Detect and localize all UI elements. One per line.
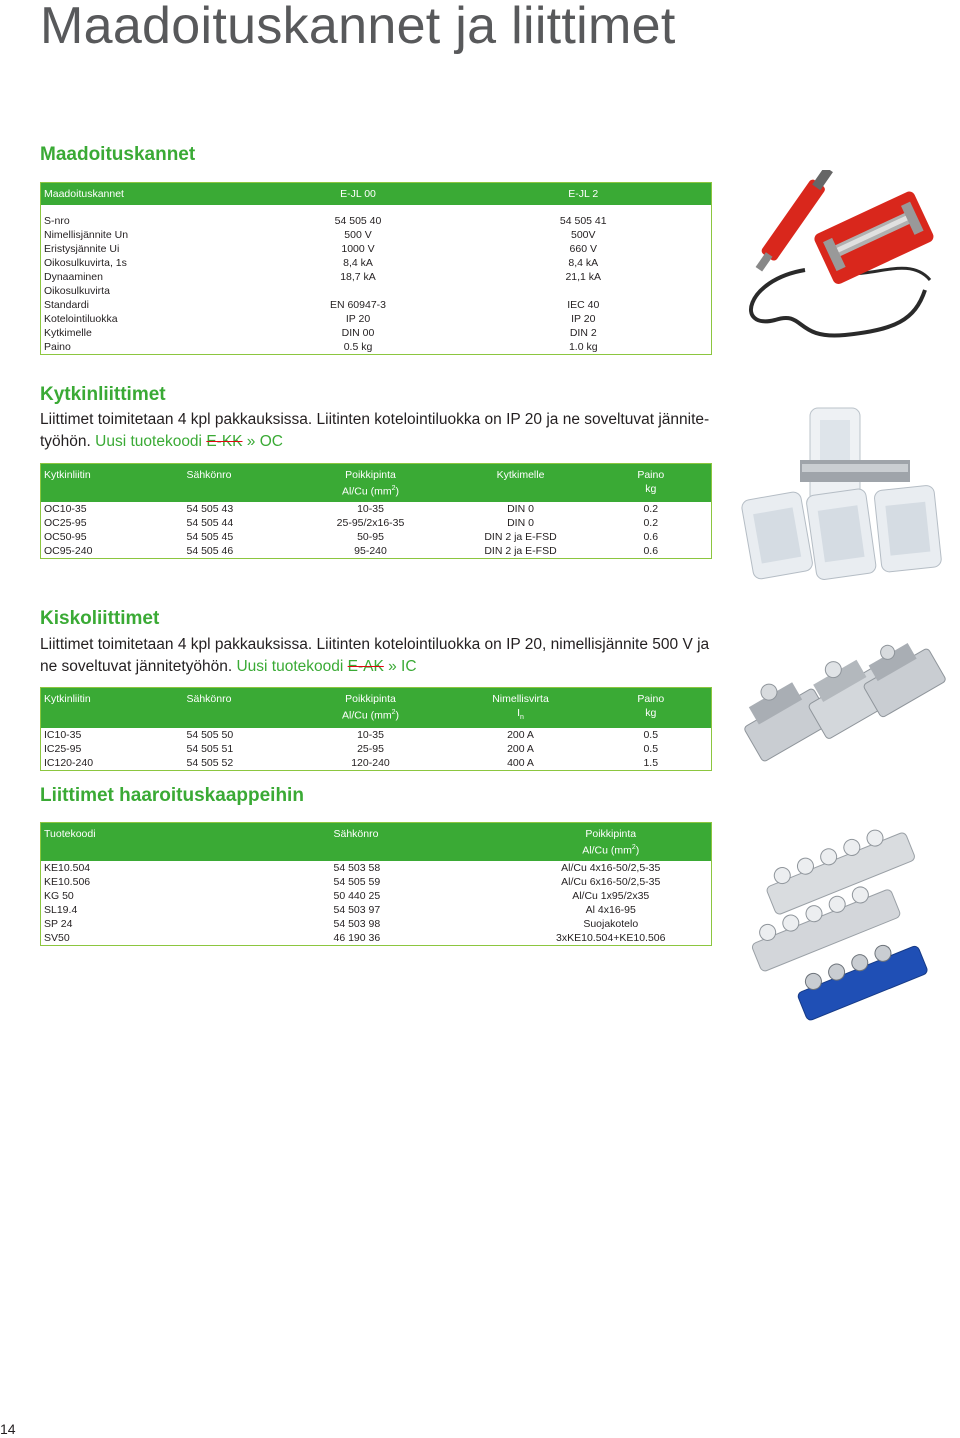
- new-code-label: Uusi tuotekoodi: [236, 658, 348, 675]
- code-arrow: »: [383, 658, 402, 675]
- column-header: Paino kg: [591, 464, 712, 502]
- table-header: [41, 688, 712, 729]
- column-header: Kytkimelle: [451, 464, 591, 502]
- table-row: [41, 742, 712, 756]
- old-product-code: E-KK: [206, 433, 243, 450]
- table-header: [41, 464, 712, 502]
- new-product-code: IC: [401, 658, 417, 675]
- table-row: [41, 889, 712, 903]
- table-cell: 21,1 kA: [565, 271, 602, 283]
- table-cell: 500 V: [344, 229, 372, 241]
- table-cell: 54 505 50: [186, 729, 234, 742]
- table-cell: 10-35: [357, 729, 384, 742]
- table-cell: 46 190 36: [333, 931, 381, 944]
- table-row: [41, 284, 712, 298]
- column-header: E-JL 2: [456, 183, 712, 206]
- page-title: Maadoituskannet ja liittimet: [40, 0, 676, 55]
- table-cell: 54 505 52: [186, 757, 234, 770]
- table-kiskoliittimet: [40, 687, 712, 771]
- table-cell: 200 A: [507, 729, 534, 742]
- table-cell: 54 503 97: [333, 903, 381, 916]
- table-row: [41, 544, 712, 559]
- table-cell: 1.0 kg: [568, 341, 598, 353]
- table-row: [41, 917, 712, 931]
- table-cell: 54 505 45: [186, 530, 234, 543]
- table-cell: [261, 284, 456, 298]
- table-cell: 10-35: [357, 502, 384, 515]
- table-row: [41, 861, 712, 875]
- intro-text: Liittimet toimitetaan 4 kpl pakkauksissa. Liitinten kotelointiluokka on IP 20 ja ne soveltuvat jännite-työhön.: [40, 411, 710, 450]
- column-header: Nimellisvirta $I_n$: [451, 688, 591, 729]
- table-cell: 54 505 40: [334, 215, 382, 227]
- table-cell: IC25-95: [44, 743, 82, 756]
- table-header: [41, 823, 712, 861]
- table-row: [41, 340, 712, 355]
- column-header: Sähkönro: [171, 464, 291, 502]
- table-kytkinliittimet: [40, 463, 712, 559]
- table-cell: Al/Cu 1x95/2x35: [572, 889, 650, 902]
- table-cell: 8,4 kA: [343, 257, 373, 269]
- table-row: [41, 728, 712, 742]
- column-header: Kytkinliitin: [41, 688, 171, 729]
- table-cell: DIN 2 ja E-FSD: [484, 544, 557, 557]
- table-cell: 0.2: [643, 516, 659, 529]
- table-cell: SP 24: [44, 917, 73, 930]
- table-cell: DIN 2 ja E-FSD: [484, 530, 557, 543]
- table-cell: 200 A: [507, 743, 534, 756]
- column-header: Sähkönro: [331, 823, 511, 861]
- table-row: [41, 756, 712, 771]
- table-row: [41, 256, 712, 270]
- table-cell: 0.5 kg: [343, 341, 373, 353]
- table-cell: 54 503 58: [333, 861, 381, 874]
- column-header: Kytkinliitin: [41, 464, 171, 502]
- table-cell: 54 505 41: [559, 215, 607, 227]
- table-cell: Suojakotelo: [583, 917, 639, 930]
- table-cell: 0.5: [643, 729, 659, 742]
- table-cell: 120-240: [351, 757, 390, 770]
- table-cell: KE10.506: [44, 875, 91, 888]
- table-row: [41, 931, 712, 946]
- table-cell: Oikosulkuvirta, 1s: [44, 257, 127, 269]
- table-cell: Al 4x16-95: [585, 903, 636, 916]
- table-cell: 400 A: [507, 757, 534, 770]
- table-cell: 18,7 kA: [340, 271, 376, 283]
- table-cell: KG 50: [44, 889, 74, 902]
- table-cell: Oikosulkuvirta: [44, 285, 110, 297]
- new-product-code: OC: [259, 433, 283, 450]
- table-cell: IP 20: [345, 313, 371, 325]
- table-cell: 0.6: [643, 530, 659, 543]
- table-cell: 0.5: [643, 743, 659, 756]
- table-cell: 3xKE10.504+KE10.506: [556, 931, 666, 944]
- section-intro-kiskoliittimet: [40, 634, 720, 678]
- page-number: 14: [0, 1421, 16, 1437]
- table-cell: 1.5: [643, 757, 659, 770]
- table-cell: Eristysjännite Ui: [44, 243, 120, 255]
- column-header: Sähkönro: [171, 688, 291, 729]
- table-row: [41, 530, 712, 544]
- column-header: Poikkipinta Al/Cu $(mm^2)$: [291, 464, 451, 502]
- table-cell: 500V: [570, 229, 596, 241]
- column-header: Tuotekoodi: [41, 823, 331, 861]
- branch-connectors-photo: [728, 820, 950, 1030]
- table-cell: 25-95: [357, 743, 384, 756]
- table-cell: IC120-240: [44, 757, 94, 770]
- table-cell: S-nro: [44, 215, 70, 227]
- table-cell: 0.6: [643, 544, 659, 557]
- table-cell: KE10.504: [44, 861, 91, 874]
- table-cell: IP 20: [571, 313, 596, 325]
- table-row: [41, 903, 712, 917]
- table-row: [41, 228, 712, 242]
- column-header: Maadoituskannet: [41, 183, 261, 206]
- section-title-maadoituskannet: Maadoituskannet: [40, 144, 196, 165]
- table-cell: Kytkimelle: [44, 327, 92, 339]
- table-cell: Kotelointiluokka: [44, 313, 118, 325]
- table-row: [41, 326, 712, 340]
- table-cell: IEC 40: [567, 299, 600, 311]
- table-cell: 95-240: [354, 544, 387, 557]
- table-cell: OC50-95: [44, 530, 87, 543]
- table-cell: 54 505 51: [186, 743, 234, 756]
- table-cell: 0.2: [643, 502, 659, 515]
- table-cell: Al/Cu 4x16-50/2,5-35: [561, 861, 661, 874]
- table-row: [41, 502, 712, 516]
- table-cell: 50-95: [357, 530, 384, 543]
- code-arrow: »: [242, 433, 260, 450]
- table-row: [41, 214, 712, 228]
- table-cell: 660 V: [569, 243, 597, 255]
- table-cell: EN 60947-3: [329, 299, 387, 311]
- column-header: E-JL 00: [261, 183, 456, 206]
- table-cell: 54 505 46: [186, 544, 234, 557]
- table-cell: Standardi: [44, 299, 89, 311]
- table-cell: 1000 V: [341, 243, 375, 255]
- table-cell: OC25-95: [44, 516, 87, 529]
- table-cell: Al/Cu 6x16-50/2,5-35: [561, 875, 661, 888]
- intro-text: Liittimet toimitetaan 4 kpl pakkauksissa. Liitinten kotelointiluokka on IP 20, nimellisjännite 500 V ja ne soveltuvat jännitetyöhön.: [40, 636, 710, 675]
- table-cell: Paino: [44, 341, 71, 353]
- table-cell: Nimellisjännite Un: [44, 229, 129, 241]
- table-row: [41, 270, 712, 284]
- column-header: Poikkipinta Al/Cu $(mm^2)$: [291, 688, 451, 729]
- old-product-code: E-AK: [347, 658, 384, 675]
- table-cell: 8,4 kA: [568, 257, 599, 269]
- column-header: Paino kg: [591, 688, 712, 729]
- table-cell: DIN 0: [507, 502, 534, 515]
- table-cell: DIN 00: [341, 327, 375, 339]
- table-cell: [456, 284, 712, 298]
- table-cell: Dynaaminen: [44, 271, 103, 283]
- section-intro-kytkinliittimet: [40, 409, 720, 453]
- table-row: [41, 312, 712, 326]
- switch-connectors-photo: [740, 400, 945, 590]
- table-cell: 54 505 59: [333, 875, 381, 888]
- section-title-haaroitus: Liittimet haaroituskaappeihin: [40, 785, 304, 806]
- section-title-kiskoliittimet: Kiskoliittimet: [40, 608, 160, 629]
- table-header: [41, 183, 712, 206]
- table-row: [41, 875, 712, 889]
- column-header: Poikkipinta Al/Cu $(mm^2)$: [511, 823, 712, 861]
- table-cell: 50 440 25: [333, 889, 381, 902]
- earthing-set-photo: [735, 170, 935, 350]
- table-cell: SL19.4: [44, 903, 78, 916]
- table-cell: 54 505 43: [186, 502, 234, 515]
- new-code-label: Uusi tuotekoodi: [95, 433, 207, 450]
- table-cell: 25-95/2x16-35: [336, 516, 405, 529]
- table-cell: 54 505 44: [186, 516, 234, 529]
- table-cell: OC95-240: [44, 544, 93, 557]
- table-maadoituskannet: [40, 182, 712, 355]
- table-cell: DIN 2: [569, 327, 597, 339]
- table-haaroitus: [40, 822, 712, 946]
- table-row: [41, 298, 712, 312]
- busbar-connectors-photo: [728, 625, 950, 785]
- table-row: [41, 516, 712, 530]
- table-cell: DIN 0: [507, 516, 534, 529]
- table-row: [41, 242, 712, 256]
- table-cell: IC10-35: [44, 729, 82, 742]
- table-cell: 54 503 98: [333, 917, 381, 930]
- table-cell: SV50: [44, 931, 70, 944]
- table-spacer: [41, 205, 712, 214]
- section-title-kytkinliittimet: Kytkinliittimet: [40, 384, 166, 405]
- table-cell: OC10-35: [44, 502, 87, 515]
